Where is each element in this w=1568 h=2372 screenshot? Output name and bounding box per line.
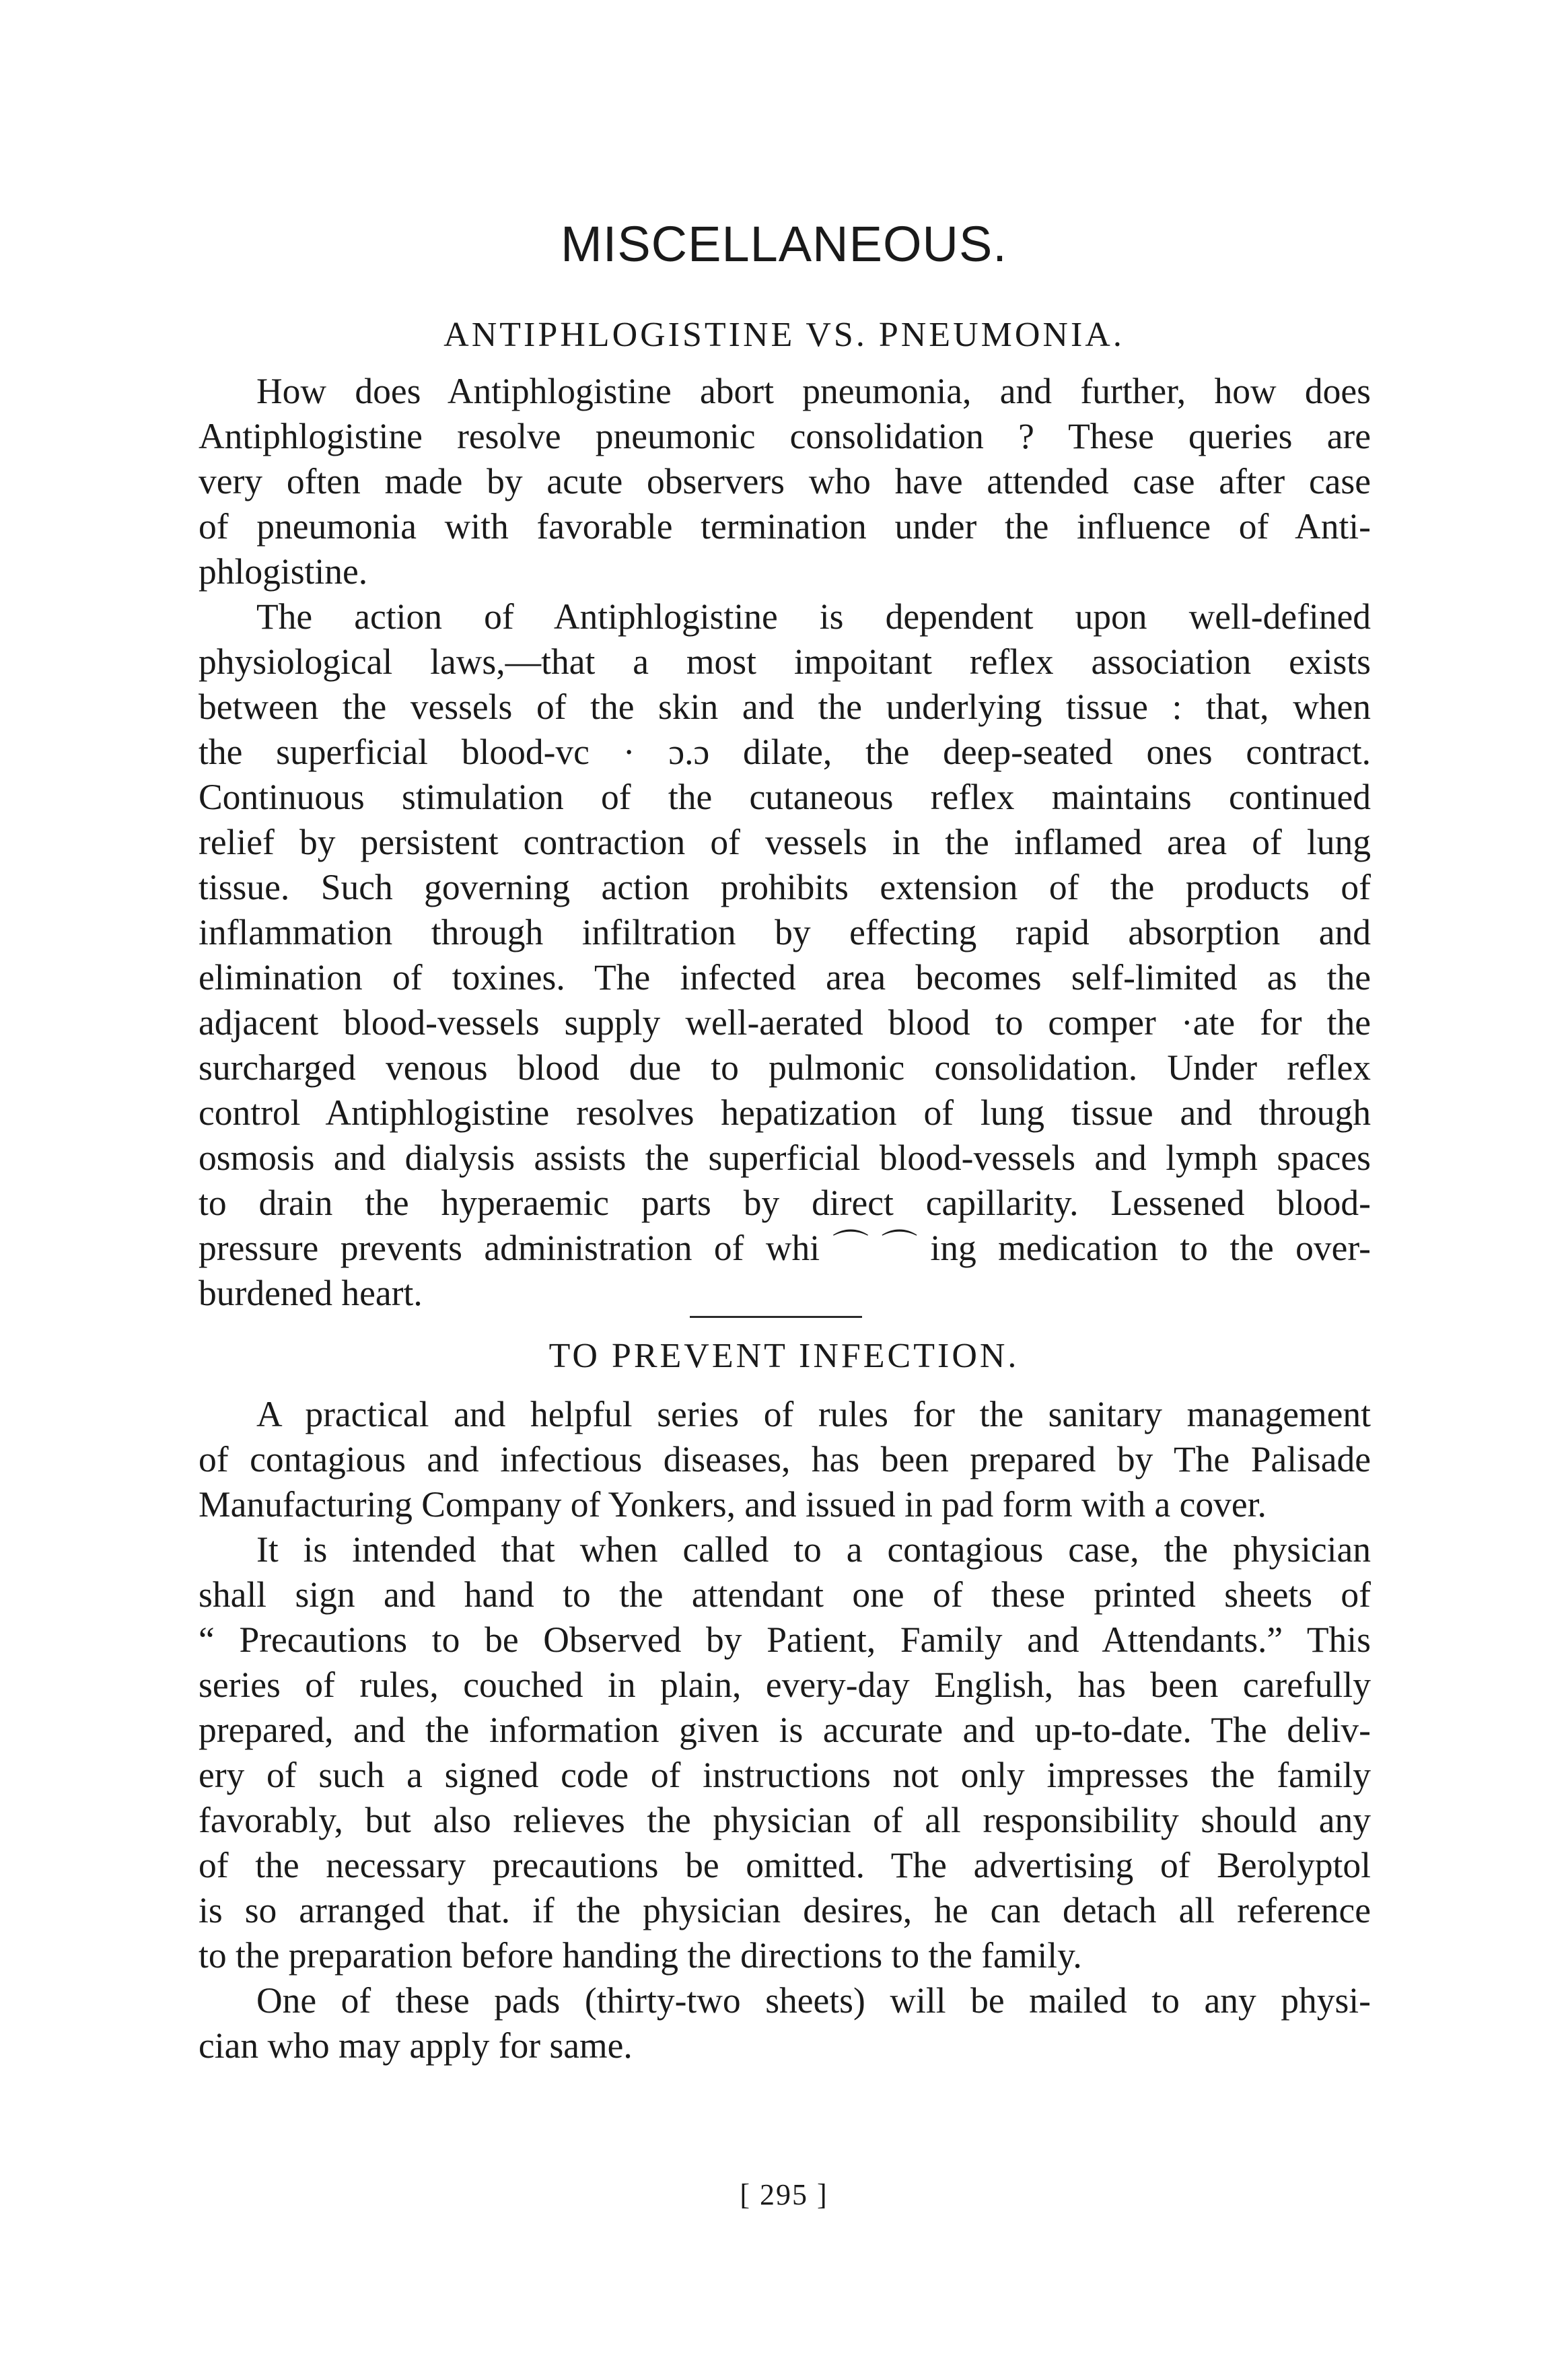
text-line: Antiphlogistine resolve pneumonic consolidation ? These queries are <box>199 416 1371 456</box>
text-line: prepared, and the information given is accurate and up-to-date. The deliv- <box>199 1710 1371 1750</box>
text-line: The action of Antiphlogistine is dependent upon well-defined <box>256 596 1371 637</box>
text-line: favorably, but also relieves the physician of all responsibility should any <box>199 1800 1371 1840</box>
text-line: osmosis and dialysis assists the superficial blood-vessels and lymph spaces <box>199 1138 1371 1178</box>
text-line: How does Antiphlogistine abort pneumonia, and further, how does <box>256 371 1371 411</box>
text-line: between the vessels of the skin and the underlying tissue : that, when <box>199 687 1371 727</box>
text-line: adjacent blood-vessels supply well-aerated blood to comper ·ate for the <box>199 1002 1371 1043</box>
text-line: phlogistine. <box>199 551 368 592</box>
text-line: surcharged venous blood due to pulmonic consolidation. Under reflex <box>199 1047 1371 1088</box>
text-line: A practical and helpful series of rules for the sanitary management <box>256 1394 1371 1434</box>
article-body-prevent-infection <box>199 1392 1371 2068</box>
text-line: series of rules, couched in plain, every-day English, has been carefully <box>199 1665 1371 1705</box>
section-title: MISCELLANEOUS. <box>561 216 1007 272</box>
text-line: ery of such a signed code of instructions not only impresses the family <box>199 1755 1371 1795</box>
text-line: pressure prevents administration of whi⌒⌒ing medication to the over- <box>199 1228 1371 1268</box>
text-line: It is intended that when called to a contagious case, the physician <box>256 1529 1371 1570</box>
text-line: One of these pads (thirty-two sheets) will be mailed to any physi- <box>256 1980 1371 2021</box>
text-line: shall sign and hand to the attendant one of these printed sheets of <box>199 1574 1371 1615</box>
text-line: of contagious and infectious diseases, has been prepared by The Palisade <box>199 1439 1371 1479</box>
text-line: Manufacturing Company of Yonkers, and issued in pad form with a cover. <box>199 1484 1267 1525</box>
text-line: of the necessary precautions be omitted. The advertising of Berolyptol <box>199 1845 1371 1885</box>
text-line: to the preparation before handing the directions to the family. <box>199 1935 1082 1976</box>
text-line: tissue. Such governing action prohibits extension of the products of <box>199 867 1371 907</box>
text-line: “ Precautions to be Observed by Patient, Family and Attendants.” This <box>199 1619 1371 1660</box>
text-line: Continuous stimulation of the cutaneous reflex maintains continued <box>199 777 1371 817</box>
text-line: physiological laws,—that a most impoitant reflex association exists <box>199 641 1371 682</box>
text-line: very often made by acute observers who have attended case after case <box>199 461 1371 501</box>
text-line: elimination of toxines. The infected area becomes self-limited as the <box>199 957 1371 998</box>
page-number: [ 295 ] <box>740 2178 828 2211</box>
article-title-antiphlogistine: ANTIPHLOGISTINE VS. PNEUMONIA. <box>443 316 1125 354</box>
text-line: cian who may apply for same. <box>199 2025 633 2066</box>
text-line: relief by persistent contraction of vessels in the inflamed area of lung <box>199 822 1371 862</box>
text-line: is so arranged that. if the physician desires, he can detach all reference <box>199 1890 1371 1930</box>
article-title-prevent-infection: TO PREVENT INFECTION. <box>548 1337 1020 1375</box>
text-line: control Antiphlogistine resolves hepatization of lung tissue and through <box>199 1092 1371 1133</box>
text-line: burdened heart. <box>199 1273 423 1313</box>
text-line: inflammation through infiltration by effecting rapid absorption and <box>199 912 1371 952</box>
text-line: the superficial blood-vc · ɔ.ɔ dilate, the deep-seated ones contract. <box>199 732 1371 772</box>
text-line: to drain the hyperaemic parts by direct capillarity. Lessened blood- <box>199 1183 1371 1223</box>
article-body-antiphlogistine <box>199 369 1371 1316</box>
text-line: of pneumonia with favorable termination under the influence of Anti- <box>199 506 1371 547</box>
section-divider <box>690 1316 862 1318</box>
